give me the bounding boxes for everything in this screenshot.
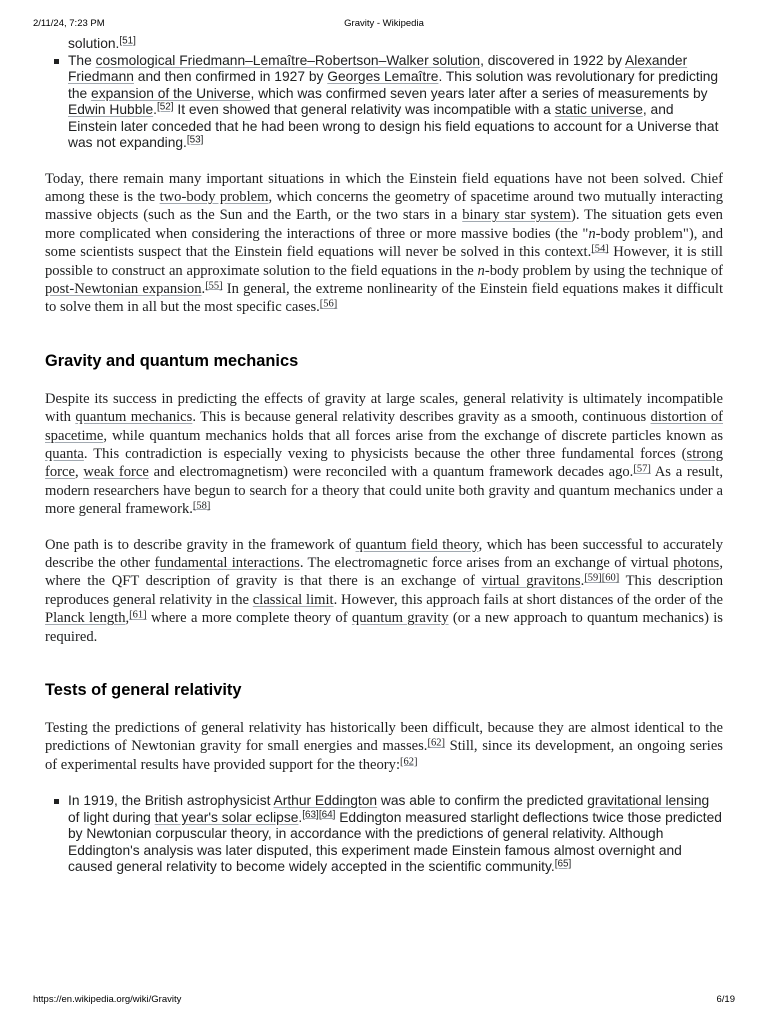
citation-link[interactable]: [63] (302, 809, 319, 821)
link-planck-length[interactable]: Planck length (45, 610, 126, 627)
print-page-title: Gravity - Wikipedia (344, 18, 424, 29)
paragraph-unsolved: Today, there remain many important situations in which the Einstein field equations have not been solved. Chief among these is the two-body problem, which concerns the geometry of spacetime around two mutually interacting massive objects (such as the Sun and the Earth, or the two stars in a binary star system). The situation gets even more complicated when considering the interactions of three or more massive bodies (the "n-body problem"), and some scientists suspect that the Einstein field equations will never be solved in this context.[54] However, it is still possible to construct an approximate solution to the field equations in the n-body problem by using the technique of post-Newtonian expansion.[55] In general, the extreme nonlinearity of the Einstein field equations makes it difficult to solve them in all but the most specific cases.[56] (45, 170, 724, 316)
print-header (0, 18, 768, 32)
citation-link[interactable]: [65] (554, 858, 572, 870)
section-heading-quantum: Gravity and quantum mechanics (45, 351, 299, 370)
print-url: https://en.wikipedia.org/wiki/Gravity (33, 994, 182, 1005)
link-static-universe[interactable]: static universe (554, 102, 643, 117)
article-content (45, 36, 723, 876)
link-virtual-gravitons[interactable]: virtual gravitons (481, 573, 581, 590)
link-strong-force[interactable]: strong force (45, 445, 723, 481)
link-georges-lemaitre[interactable]: Georges Lemaître (327, 69, 439, 84)
citation-link[interactable]: [57] (633, 463, 651, 475)
print-page-number: 6/19 (716, 994, 735, 1005)
link-distortion-spacetime[interactable]: distortion of spacetime (45, 409, 723, 444)
citation-link[interactable]: [53] (186, 134, 204, 146)
citation-link[interactable]: [51] (119, 35, 136, 47)
link-post-newtonian-expansion[interactable]: post-Newtonian expansion (45, 280, 202, 297)
citation-link[interactable]: [62] (427, 737, 445, 749)
paragraph-quantum-1: Despite its success in predicting the effects of gravity at large scales, general relativity is ultimately incompatible with quantum mechanics. This is because general relativity describes gravity as a smooth, continuous distortion of spacetime, while quantum mechanics holds that all forces arise from the exchange of discrete particles known as quanta. This contradiction is especially vexing to physicists because the other three fundamental forces (strong force, weak force and electromagnetism) were reconciled with a quantum framework decades ago.[57] As a result, modern researchers have begun to search for a theory that could unite both gravity and quantum mechanics under a more general framework.[58] (45, 390, 723, 518)
paragraph-quantum-2: One path is to describe gravity in the framework of quantum field theory, which has been successful to accurately describe the other fundamental interactions. The electromagnetic force arises from an exchange of virtual photons, where the QFT description of gravity is that there is an exchange of virtual gravitons.[59][60] This description reproduces general relativity in the classical limit. However, this approach fails at short distances of the order of the Planck length,[61] where a more complete theory of quantum gravity (or a new approach to quantum mechanics) is required. (45, 536, 723, 645)
citation-link[interactable]: [52] (156, 101, 174, 113)
citation-link[interactable]: [62] (400, 756, 418, 768)
list-item-eddington: In 1919, the British astrophysicist Arthur Eddington was able to confirm the predicted gravitational lensing of light during that year's solar eclipse.[63][64] Eddington measured starlight deflections twice those predicted by Newtonian corpuscular theory, in accordance with the predictions of general relativity. Although Eddington's analysis was later disputed, this experiment made Einstein famous almost overnight and caused general relativity to become widely accepted in the scientific community.[65] (45, 793, 723, 876)
link-quanta[interactable]: quanta (45, 445, 84, 462)
citation-link[interactable]: [55] (205, 280, 223, 292)
link-photons[interactable]: photons (673, 555, 720, 571)
tests-list (45, 793, 723, 876)
list-continuation: solution.[51] (68, 35, 136, 51)
citation-link[interactable]: [64] (318, 809, 336, 821)
link-expansion-universe[interactable]: expansion of the Universe (91, 85, 251, 101)
link-two-body-problem[interactable]: two-body problem (159, 188, 269, 205)
section-heading-tests: Tests of general relativity (45, 681, 242, 700)
list-item-flrw: The cosmological Friedmann–Lemaître–Robertson–Walker solution, discovered in 1922 by Alexander Friedmann and then confirmed in 1927 by Georges Lemaître. This solution was revolutionary for predicting the expansion of the Universe, which was confirmed seven years later after a series of measurements by Edwin Hubble.[52] It even showed that general relativity was incompatible with a static universe, and Einstein later conceded that he had been wrong to design his field equations to account for a Universe that was not expanding.[53] (45, 53, 723, 152)
print-footer (0, 994, 768, 1008)
link-quantum-gravity[interactable]: quantum gravity (351, 610, 449, 627)
link-weak-force[interactable]: weak force (83, 464, 149, 481)
link-classical-limit[interactable]: classical limit (252, 591, 334, 608)
citation-link[interactable]: [56] (319, 298, 338, 310)
citation-link[interactable]: [59] (584, 572, 602, 584)
link-alexander-friedmann[interactable]: Alexander Friedmann (68, 52, 688, 84)
citation-link[interactable]: [60] (601, 572, 620, 584)
link-binary-star-system[interactable]: binary star system (462, 207, 571, 224)
citation-link[interactable]: [54] (591, 243, 609, 255)
paragraph-tests: Testing the predictions of general relativity has historically been difficult, because they are almost identical to the predictions of Newtonian gravity for small energies and masses.[62] Still, since its development, an ongoing series of experimental results have provided support for the theory:[62] (45, 720, 723, 773)
link-solar-eclipse[interactable]: that year's solar eclipse (154, 809, 299, 825)
link-flrw-solution[interactable]: cosmological Friedmann–Lemaître–Robertson–Walker solution (95, 52, 481, 68)
link-gravitational-lensing[interactable]: gravitational lensing (587, 793, 710, 809)
link-fundamental-interactions[interactable]: fundamental interactions (154, 555, 300, 571)
print-datetime: 2/11/24, 7:23 PM (33, 18, 105, 29)
link-arthur-eddington[interactable]: Arthur Eddington (273, 793, 378, 809)
link-quantum-mechanics[interactable]: quantum mechanics (75, 409, 193, 426)
citation-link[interactable]: [61] (129, 609, 147, 621)
solutions-list (45, 53, 723, 152)
link-quantum-field-theory[interactable]: quantum field theory (355, 536, 479, 553)
link-edwin-hubble[interactable]: Edwin Hubble (68, 102, 154, 117)
citation-link[interactable]: [58] (192, 500, 211, 512)
